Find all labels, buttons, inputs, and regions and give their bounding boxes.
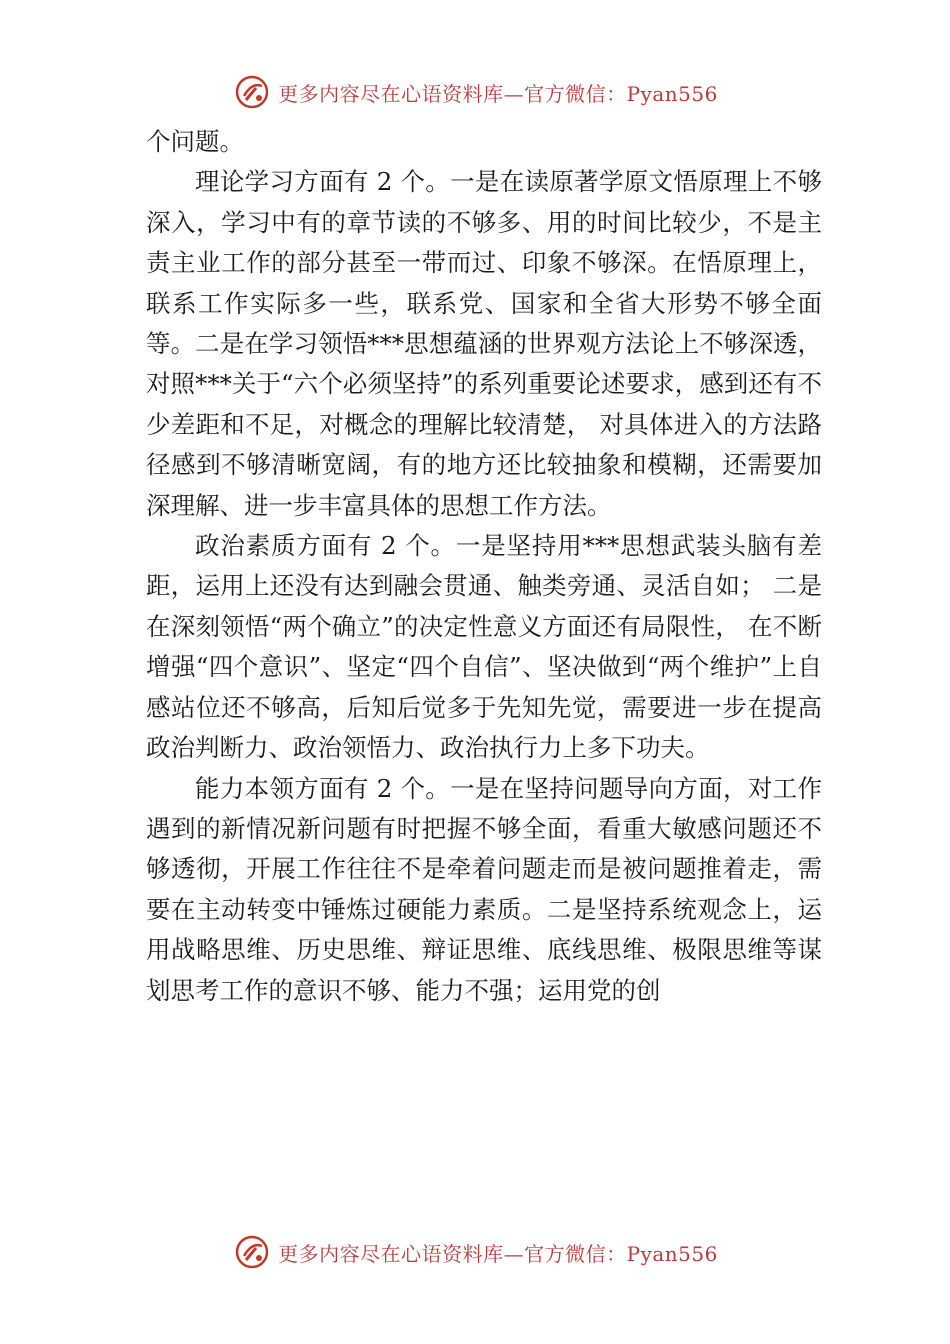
footer-banner-text: 更多内容尽在心语资料库—官方微信：Pyan556 (278, 1241, 718, 1266)
header-banner (0, 70, 950, 114)
paragraph-theory-study: 理论学习方面有 2 个。一是在读原著学原文悟原理上不够深入，学习中有的章节读的不够多、用的时间比较少，不是主责主业工作的部分甚至一带而过、印象不够深。在悟原理上，联系工作实际多一些，联系党、国家和全省大形势不够全面等。二是在学习领悟***思想蕴涵的世界观方法论上不够深透，对照***关于“六个必须坚持”的系列重要论述要求，感到还有不少差距和不足，对概念的理解比较清楚， 对具体进入的方法路径感到不够清晰宽阔，有的地方还比较抽象和模糊，还需要加深理解、进一步丰富具体的思想工作方法。 (146, 167, 822, 520)
paragraph-political-quality: 政治素质方面有 2 个。一是坚持用***思想武装头脑有差距，运用上还没有达到融会贯通、触类旁通、灵活自如； 二是在深刻领悟“两个确立”的决定性意义方面还有局限性， 在不断增强“四个意识”、坚定“四个自信”、坚决做到“两个维护”上自感站位还不够高，后知后觉多于先知先觉，需要进一步在提高政治判断力、政治领悟力、政治执行力上多下功夫。 (146, 531, 822, 763)
logo-icon (232, 72, 272, 112)
paragraph-ability: 能力本领方面有 2 个。一是在坚持问题导向方面，对工作遇到的新情况新问题有时把握不够全面，看重大敏感问题还不够透彻，开展工作往往不是牵着问题走而是被问题推着走，需要在主动转变中锤炼过硬能力素质。二是坚持系统观念上，运用战略思维、历史思维、辩证思维、底线思维、极限思维等谋划思考工作的意识不够、能力不强；运用党的创 (146, 773, 822, 1005)
paragraph-continuation: 个问题。 (146, 127, 244, 156)
document-body (146, 122, 822, 1011)
header-banner-text: 更多内容尽在心语资料库—官方微信：Pyan556 (278, 81, 718, 106)
logo-icon (232, 1232, 272, 1272)
footer-banner (0, 1230, 950, 1274)
